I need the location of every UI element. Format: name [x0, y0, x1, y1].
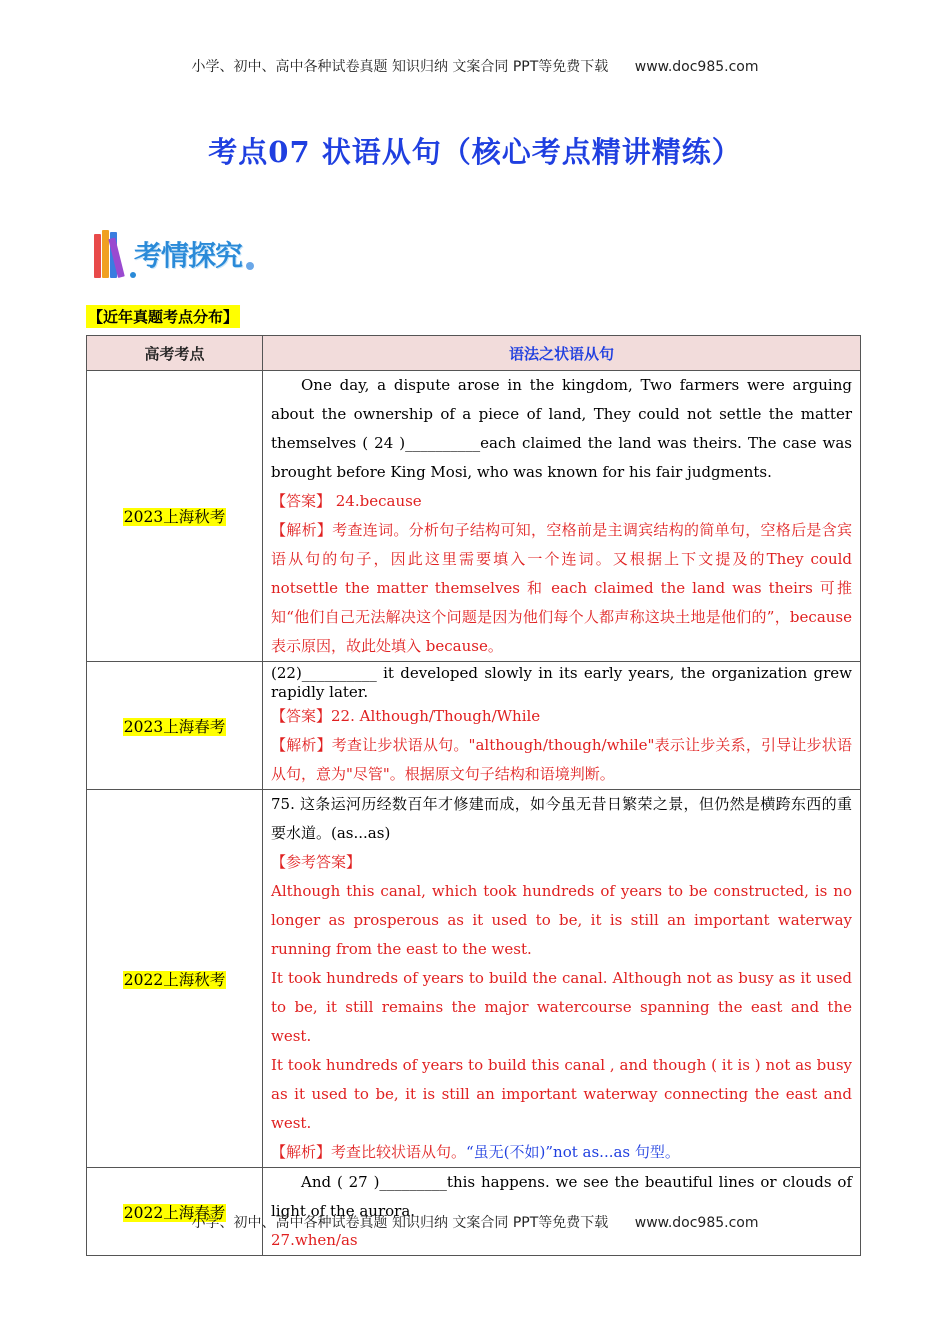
- question-text: 75. 这条运河历经数百年才修建而成，如今虽无昔日繁荣之景，但仍然是横跨东西的重要水道。(as...as): [271, 795, 852, 842]
- analysis-text: 【解析】考查让步状语从句。"although/though/while"表示让步关系，引导让步状语从句，意为"尽管"。根据原文句子结构和语境判断。: [271, 736, 852, 783]
- table-row: [87, 371, 861, 662]
- table-row: [87, 662, 861, 790]
- row-content: [263, 662, 861, 790]
- exam-distribution-table: [86, 335, 861, 1256]
- header-text: 小学、初中、高中各种试卷真题 知识归纳 文案合同 PPT等免费下载: [191, 59, 609, 75]
- analysis-suffix: “虽无(不如)”not as...as 句型。: [466, 1143, 680, 1161]
- table-header-row: [87, 336, 861, 371]
- answer-text: 【答案】22. Although/Though/While: [271, 707, 541, 725]
- logo-text: 考情探究: [134, 239, 243, 272]
- question-text: And ( 27 )_________this happens. we see the beautiful lines or clouds of light of the aurora.: [271, 1173, 852, 1220]
- question-text: (22)__________ it developed slowly in its early years, the organization grew rapidly later.: [271, 664, 852, 701]
- footer-text: 小学、初中、高中各种试卷真题 知识归纳 文案合同 PPT等免费下载: [191, 1215, 609, 1231]
- answer-text: It took hundreds of years to build this canal , and though ( it is ) not as busy as it used to be, it is still an important waterway connecting the east and west.: [271, 1056, 852, 1132]
- analysis-text: 【解析】考查连词。分析句子结构可知，空格前是主调宾结构的简单句，空格后是含宾语从句的句子，因此这里需要填入一个连词。又根据上下文提及的They could notsettle the matter themselves 和 each claimed the land was theirs 可推知“他们自己无法解决这个问题是因为他们每个人都声称这块土地是他们的”，because 表示原因，故此处填入 because。: [271, 521, 852, 655]
- row-label: 2023上海春考: [123, 717, 226, 736]
- header-site-link[interactable]: www.doc985.com: [634, 59, 759, 75]
- row-label: 2022上海春考: [123, 1203, 226, 1222]
- row-label-cell: [87, 371, 263, 662]
- footer-site-link[interactable]: www.doc985.com: [634, 1215, 759, 1231]
- row-label: 2023上海秋考: [123, 508, 226, 526]
- answer-text: 27.when/as: [271, 1231, 358, 1249]
- header-cell-exam: 高考考点: [87, 336, 263, 371]
- answer-text: 【答案】 24.because: [271, 492, 422, 510]
- answer-text: Although this canal, which took hundreds of years to be constructed, is no longer as prosperous as it used to be, it is still an important waterway running from the east to the west.: [271, 882, 852, 958]
- row-content: [263, 790, 861, 1168]
- analysis-prefix: 【解析】考查比较状语从句。: [271, 1143, 467, 1161]
- analysis-text: [271, 1138, 852, 1167]
- table-row: [87, 790, 861, 1168]
- header-cell-grammar: 语法之状语从句: [263, 336, 861, 371]
- section-label: 【近年真题考点分布】: [86, 305, 240, 328]
- answer-heading: 【参考答案】: [271, 853, 362, 871]
- row-label-cell: [87, 790, 263, 1168]
- question-text: One day, a dispute arose in the kingdom, Two farmers were arguing about the ownership of a piece of land, They could not settle the matter themselves ( 24 )__________each claimed the land was theirs. The case was brought before King Mosi, who was known for his fair judgments.: [271, 376, 852, 481]
- page-title: 考点07 状语从句（核心考点精讲精练）: [208, 135, 742, 169]
- answer-text: It took hundreds of years to build the canal. Although not as busy as it used to be, it still remains the major watercourse spanning the east and the west.: [271, 969, 852, 1045]
- row-label-cell: [87, 662, 263, 790]
- books-icon: [94, 230, 130, 278]
- section-logo: [94, 228, 264, 280]
- page-header: [0, 56, 950, 76]
- page-footer: [0, 1212, 950, 1232]
- row-label: 2022上海秋考: [123, 970, 226, 989]
- logo-end-dot-icon: [246, 262, 254, 270]
- row-content: [263, 371, 861, 662]
